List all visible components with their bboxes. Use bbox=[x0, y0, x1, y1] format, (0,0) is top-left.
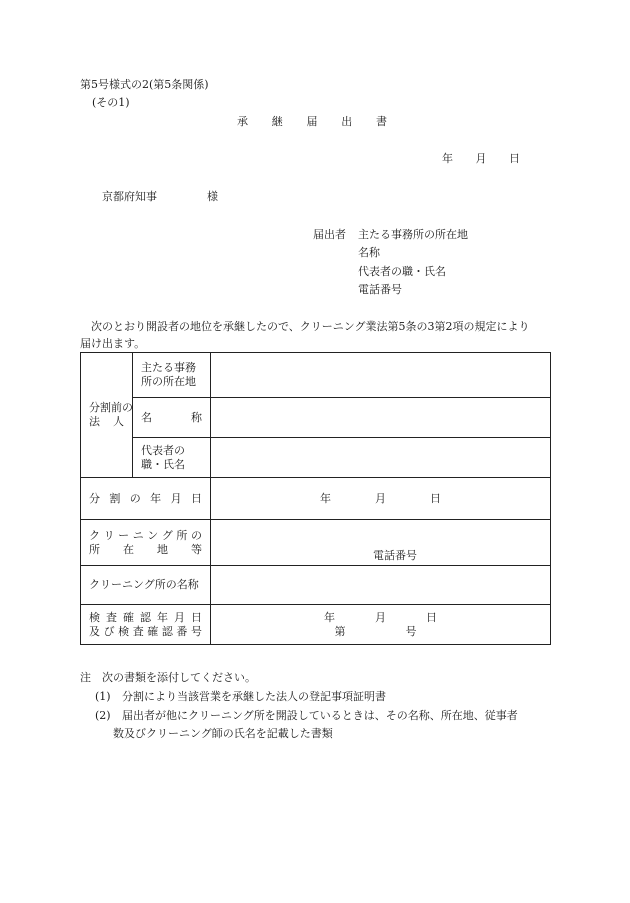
corp-address-label: 主たる事務 所の所在地 bbox=[133, 353, 211, 398]
submitter-representative-field: 代表者の職・氏名 bbox=[358, 265, 446, 278]
split-date-value[interactable]: 年 月 日 bbox=[211, 478, 551, 520]
corp-address-value[interactable] bbox=[211, 353, 551, 398]
facility-name-value[interactable] bbox=[211, 566, 551, 605]
date-day: 日 bbox=[509, 152, 520, 165]
facility-location-label: ク リ ー ニ ン グ 所 の 所 在 地 等 bbox=[81, 520, 211, 566]
facility-name-label: クリーニング所の名称 bbox=[81, 566, 211, 605]
corp-before-split-label: 分 割 前 の 法 人 bbox=[81, 353, 133, 478]
corp-name-label: 名 称 bbox=[133, 398, 211, 438]
title-char: 継 bbox=[271, 115, 283, 128]
note-1-number: (1) bbox=[95, 690, 111, 703]
note-2-text: 届出者が他にクリーニング所を開設しているときは、その名称、所在地、従事者 bbox=[122, 709, 518, 722]
split-date-label: 分 割 の 年 月 日 bbox=[81, 478, 211, 520]
date-year: 年 bbox=[442, 152, 453, 165]
note-2-number: (2) bbox=[95, 709, 111, 722]
submission-date bbox=[442, 152, 520, 166]
body-text-line1: 次のとおり開設者の地位を承継したので、クリーニング業法第5条の3第2項の規定により bbox=[91, 320, 530, 333]
facility-phone-label: 電話番号 bbox=[373, 549, 417, 562]
form-variant: (その1) bbox=[92, 96, 130, 109]
submitter-address-field: 主たる事務所の所在地 bbox=[358, 228, 468, 241]
note-2-continuation: 数及びクリーニング師の氏名を記載した書類 bbox=[113, 727, 333, 740]
submitter-phone-field: 電話番号 bbox=[358, 283, 402, 296]
title-char: 書 bbox=[376, 115, 387, 128]
corp-representative-label: 代表者の 職・氏名 bbox=[133, 438, 211, 478]
title-char: 届 bbox=[306, 115, 318, 128]
succession-form-table bbox=[80, 352, 551, 645]
addressee-honorific: 様 bbox=[207, 190, 218, 203]
corp-representative-value[interactable] bbox=[211, 438, 551, 478]
note-1-text: 分割により当該営業を承継した法人の登記事項証明書 bbox=[122, 690, 386, 703]
inspection-label: 検 査 確 認 年 月 日 及 び 検 査 確 認 番 号 bbox=[81, 605, 211, 645]
title-char: 承 bbox=[237, 115, 248, 128]
submitter-label: 届出者 bbox=[313, 228, 346, 241]
date-month: 月 bbox=[475, 152, 487, 165]
body-text-line2: 届け出ます。 bbox=[80, 337, 146, 350]
facility-location-value[interactable] bbox=[211, 520, 551, 566]
form-number: 第5号様式の2(第5条関係) bbox=[80, 78, 209, 91]
document-title bbox=[237, 115, 387, 129]
corp-name-value[interactable] bbox=[211, 398, 551, 438]
title-char: 出 bbox=[341, 115, 353, 128]
addressee-name: 京都府知事 bbox=[102, 190, 157, 203]
submitter-name-field: 名称 bbox=[358, 246, 380, 259]
inspection-value[interactable]: 年 月 日 第 号 bbox=[211, 605, 551, 645]
notes-heading: 注 次の書類を添付してください。 bbox=[80, 671, 256, 684]
